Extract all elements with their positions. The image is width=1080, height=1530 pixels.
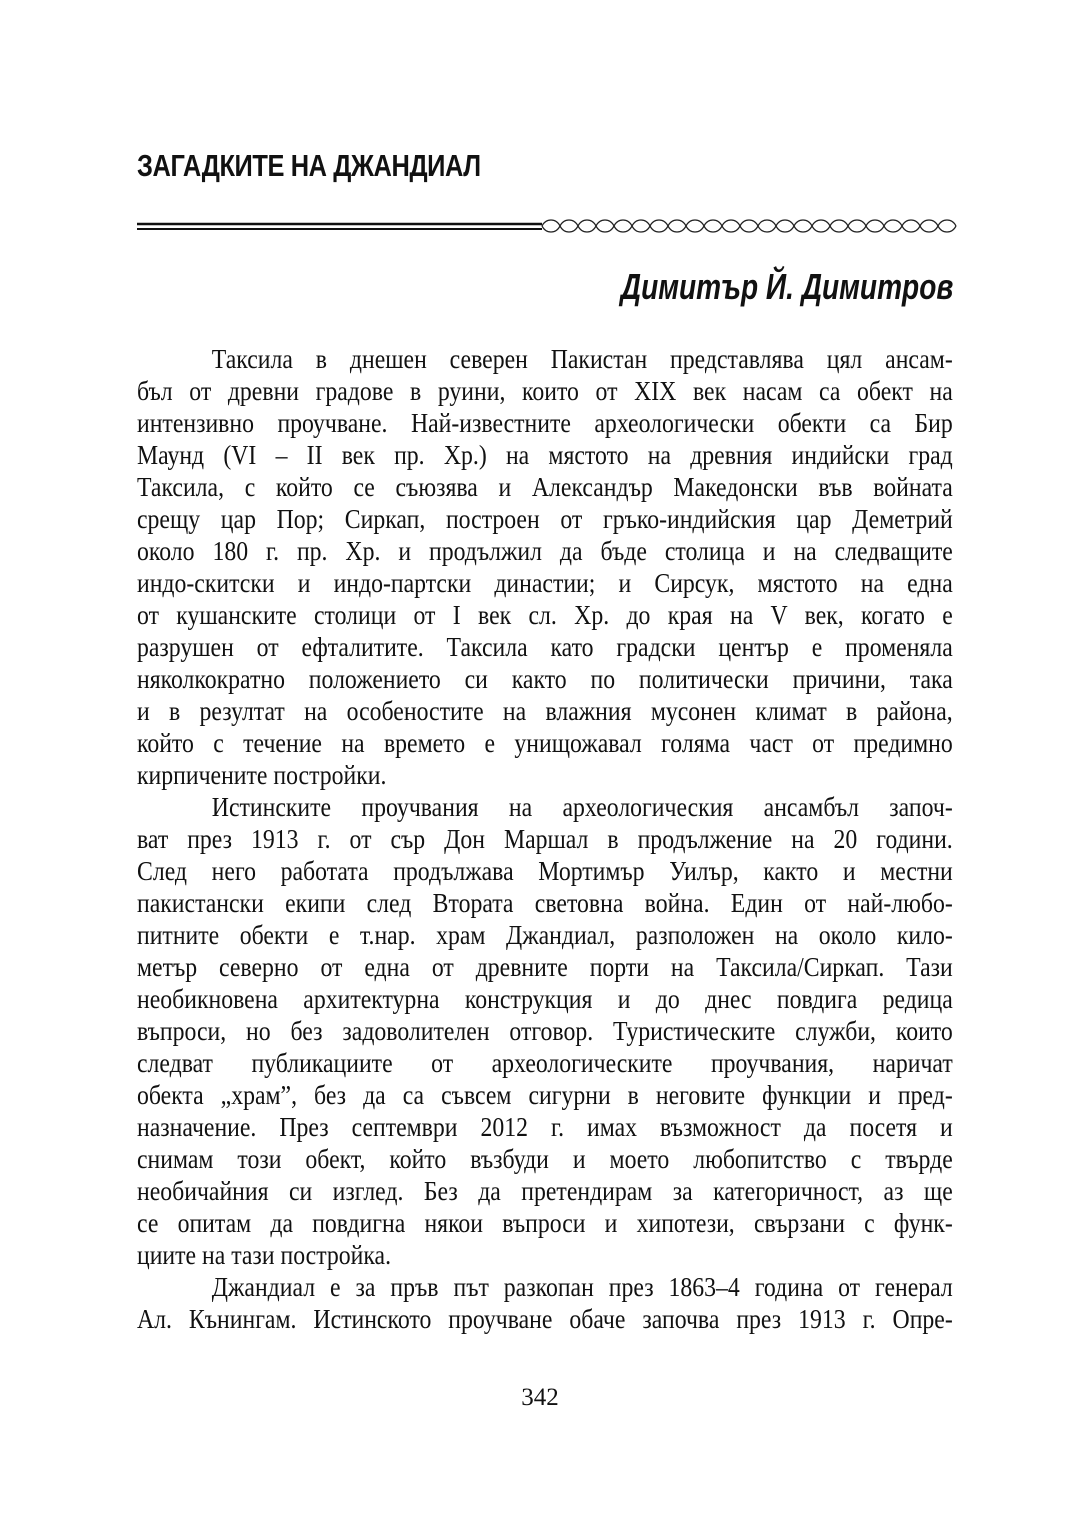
text-line: Таксила, с който се съюзява и Александър Македонски във войната	[137, 472, 953, 502]
text-line: кирпичените постройки.	[137, 760, 387, 790]
text-line: необичайния си изглед. Без да претендирам за категоричност, аз ще	[137, 1176, 953, 1206]
text-line: разрушен от ефталитите. Таксила като градски център е променяла	[137, 632, 953, 662]
article-title: ЗАГАДКИТЕ НА ДЖАНДИАЛ	[137, 148, 481, 183]
text-line: от кушанските столици от I век сл. Хр. до края на V век, когато е	[137, 600, 953, 630]
text-line: назначение. През септември 2012 г. имах възможност да посетя и	[137, 1112, 953, 1142]
text-line: циите на тази постройка.	[137, 1240, 392, 1270]
text-line: ват през 1913 г. от сър Дон Маршал в продължение на 20 години.	[137, 824, 953, 854]
text-line: индо-скитски и индо-партски династии; и Сирсук, мястото на една	[137, 568, 953, 598]
text-line: обекта „храм”, без да са съвсем сигурни в неговите функции и пред-	[137, 1080, 953, 1110]
text-line: бъл от древни градове в руини, които от XIX век насам са обект на	[137, 376, 953, 406]
author-name: Димитър Й. Димитров	[620, 266, 953, 307]
text-line: следват публикациите от археологическите проучвания, наричат	[137, 1048, 953, 1078]
text-line: въпроси, но без задоволителен отговор. Туристическите служби, които	[137, 1016, 953, 1046]
text-line: срещу цар Пор; Сиркап, построен от гръко-индийския цар Деметрий	[137, 504, 953, 534]
decorative-rule-ornament	[137, 216, 957, 236]
text-line: пакистански екипи след Втората световна война. Един от най-любо-	[137, 888, 953, 918]
text-line: Джандиал е за пръв път разкопан през 1863–4 година от генерал	[211, 1272, 953, 1302]
text-line: След него работата продължава Мортимър Уилър, както и местни	[137, 856, 953, 886]
text-line: снимам този обект, който възбуди и моето любопитство с твърде	[137, 1144, 953, 1174]
text-line: Ал. Кънингам. Истинското проучване обаче започва през 1913 г. Опре-	[137, 1304, 953, 1334]
text-line: около 180 г. пр. Хр. и продължил да бъде столица и на следващите	[137, 536, 953, 566]
text-line: няколкократно положението си както по политически причини, така	[137, 664, 953, 694]
article-body	[137, 343, 953, 1335]
page-number: 342	[521, 1384, 559, 1411]
text-line: необикновена архитектурна конструкция и до днес повдига редица	[137, 984, 953, 1014]
text-line: Таксила в днешен северен Пакистан представлява цял ансам-	[211, 344, 953, 374]
text-line: който с течение на времето е унищожавал голяма част от предимно	[137, 728, 953, 758]
text-line: питните обекти е т.нар. храм Джандиал, разположен на около кило-	[137, 920, 953, 950]
text-line: метър северно от една от древните порти на Таксила/Сиркап. Тази	[137, 952, 953, 982]
text-line: интензивно проучване. Най-известните археологически обекти са Бир	[137, 408, 953, 438]
text-line: Маунд (VI – II век пр. Хр.) на мястото на древния индийски град	[137, 440, 953, 470]
text-line: Истинските проучвания на археологическия ансамбъл започ-	[211, 792, 953, 822]
text-line: и в резултат на особеностите на влажния мусонен климат в района,	[137, 696, 953, 726]
text-line: се опитам да повдигна някои въпроси и хипотези, свързани с функ-	[137, 1208, 953, 1238]
